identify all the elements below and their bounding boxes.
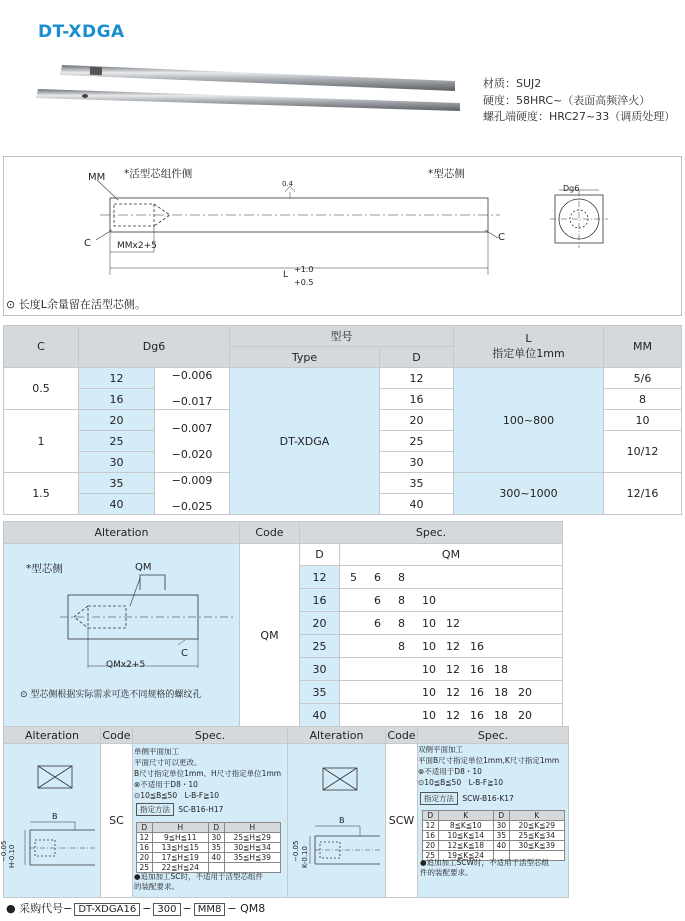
order-dash: − <box>142 902 152 915</box>
mm-value: 10/12 <box>604 431 682 473</box>
sc-th: D <box>137 823 153 833</box>
tol-lower: −0.020 <box>171 447 213 461</box>
scw-line: 双侧平面加工 <box>418 745 463 754</box>
right-side-note: *型芯侧 <box>428 168 465 180</box>
d-value: 25 <box>380 431 454 452</box>
mm-value: 8 <box>604 389 682 410</box>
scw-k-tol: −0.05 <box>292 840 300 862</box>
dg6-value: 25 <box>79 431 155 452</box>
qm-code: QM <box>240 544 300 727</box>
sc-td: 25≦H≦29 <box>224 833 280 843</box>
length-label: L <box>283 270 289 280</box>
qm-row-values <box>340 658 563 681</box>
qm-value: 8 <box>398 616 405 630</box>
c-value: 1 <box>4 410 79 473</box>
qm-value: 16 <box>470 639 484 653</box>
tol-upper: −0.006 <box>171 369 213 382</box>
qm-row-values <box>340 612 563 635</box>
qm-row-d: 40 <box>300 704 340 727</box>
sc-th: H <box>152 823 208 833</box>
scw-td: 35 <box>493 831 509 841</box>
scw-th: D <box>423 811 439 821</box>
scw-th: D <box>493 811 509 821</box>
qm-row-values <box>340 566 563 589</box>
sc-alt-header: Alteration <box>4 727 101 744</box>
tolerance-label: 0.4 <box>282 180 294 188</box>
qm-value: 20 <box>518 708 532 722</box>
order-part-length: 300 <box>153 903 180 916</box>
tol-lower: −0.017 <box>171 395 213 408</box>
qm-value: 12 <box>446 616 460 630</box>
order-part-type: DT-XDGA16 <box>74 903 140 916</box>
d-value: 30 <box>380 452 454 473</box>
sc-note: 的装配要求。 <box>134 882 179 891</box>
scw-order <box>418 792 568 805</box>
qm-value: 18 <box>494 662 508 676</box>
qm-value: 12 <box>446 639 460 653</box>
mmx-label: MMx2+5 <box>117 241 157 251</box>
col-c: C <box>4 326 79 368</box>
alt-header: Alteration <box>4 522 240 544</box>
d-value: 35 <box>380 473 454 494</box>
sc-notes <box>134 872 263 892</box>
sc-order <box>134 803 284 816</box>
qm-value: 6 <box>374 616 381 630</box>
scw-th: K <box>509 811 564 821</box>
scw-k-label: K-0.10 <box>301 846 309 868</box>
qm-footnote: ⊙ 型芯侧根据实际需求可选不同规格的螺纹孔 <box>20 690 202 700</box>
order-part-qm: QM8 <box>240 902 266 915</box>
sc-th: H <box>224 823 280 833</box>
qm-label: QM <box>135 562 152 573</box>
scw-note: 件的装配要求。 <box>420 868 473 877</box>
scw-line-text: 10≦B≦50 L-B-F≧10 <box>424 778 504 787</box>
qmx-label: QMx2+5 <box>106 660 146 670</box>
qm-row-values <box>340 681 563 704</box>
l-value: 100~800 <box>454 368 604 473</box>
scw-td: 12≦K≦18 <box>438 841 493 851</box>
scw-code: SCW <box>386 744 418 898</box>
qm-value: 10 <box>422 662 436 676</box>
material-line: 材质：SUJ2 <box>483 77 542 90</box>
qm-value: 12 <box>446 708 460 722</box>
sc-order-value: SC-B16-H17 <box>178 805 224 814</box>
col-model: 型号 <box>230 326 454 347</box>
scw-line: ⊗不适用于D8・10 <box>418 767 482 776</box>
qm-value: 8 <box>398 639 405 653</box>
scw-td: 30≦K≦39 <box>509 841 564 851</box>
d-value: 40 <box>380 494 454 515</box>
qm-value: 12 <box>446 685 460 699</box>
col-l-text: L <box>525 332 532 345</box>
scw-order-value: SCW-B16-K17 <box>462 794 514 803</box>
scw-td: 20≦K≦29 <box>509 821 564 831</box>
col-l-sub: 指定单位1mm <box>492 347 565 360</box>
col-mm: MM <box>604 326 682 368</box>
product-photo <box>30 55 470 115</box>
d-value: 12 <box>380 368 454 389</box>
qm-value: 16 <box>470 708 484 722</box>
qm-drawing <box>60 570 240 675</box>
screw-hardness-line: 螺孔端硬度：HRC27~33（调质处理） <box>483 110 676 123</box>
tol-lower: −0.025 <box>171 500 213 513</box>
qm-row-values <box>340 635 563 658</box>
dg6-value: 20 <box>79 410 155 431</box>
dg6-value: 30 <box>79 452 155 473</box>
scw-td: 20 <box>423 841 439 851</box>
tol-upper: −0.007 <box>171 421 213 435</box>
scw-order-label: 指定方法 <box>420 792 458 805</box>
scw-td: 8≦K≦10 <box>438 821 493 831</box>
sc-td: 30≦H≦34 <box>224 843 280 853</box>
qm-value: 6 <box>374 593 381 607</box>
spec-header: Spec. <box>300 522 563 544</box>
sc-th: D <box>208 823 224 833</box>
qm-c-label: C <box>181 648 188 659</box>
page-title: DT-XDGA <box>38 22 125 42</box>
sc-td: 17≦H≦19 <box>152 853 208 863</box>
sc-h-label: H-0.10 <box>8 844 16 868</box>
type-value: DT-XDGA <box>230 368 380 515</box>
order-dash: − <box>227 902 237 915</box>
col-type: Type <box>230 347 380 368</box>
length-plus2: +0.5 <box>294 278 314 287</box>
dg6-value: 35 <box>79 473 155 494</box>
sc-code: SC <box>101 744 133 898</box>
qm-row-d: 20 <box>300 612 340 635</box>
c-left-label: C <box>84 238 91 249</box>
qm-value: 6 <box>374 570 381 584</box>
scw-notes <box>420 858 549 878</box>
scw-td: 25 <box>423 851 439 861</box>
qm-value: 8 <box>398 593 405 607</box>
qm-row-values <box>340 704 563 727</box>
qm-value: 10 <box>422 616 436 630</box>
qm-row-d: 30 <box>300 658 340 681</box>
dg6-value: 16 <box>79 389 155 410</box>
tol-upper: −0.009 <box>171 474 213 487</box>
order-dash: − <box>182 902 192 915</box>
dg6-label: Dg6 <box>563 184 580 193</box>
mm-label: MM <box>88 172 106 183</box>
mm-value: 10 <box>604 410 682 431</box>
qm-value: 10 <box>422 593 436 607</box>
qm-value: 12 <box>446 662 460 676</box>
qm-row-d: 25 <box>300 635 340 658</box>
drawing-footnote: ⊙ 长度L余量留在活型芯侧。 <box>6 298 146 311</box>
sc-td: 20 <box>137 853 153 863</box>
tolerance <box>155 473 230 515</box>
qm-value: 16 <box>470 685 484 699</box>
scw-td: 25≦K≦34 <box>509 831 564 841</box>
sc-line: B尺寸指定单位1mm、H尺寸指定单位1mm <box>134 769 282 778</box>
order-prefix: ● 采购代号− <box>6 902 73 915</box>
sc-td <box>208 863 224 873</box>
sc-td: 22≦H≦24 <box>152 863 208 873</box>
length-plus: +1.0 <box>294 265 314 274</box>
sc-b-label: B <box>52 812 58 821</box>
scw-line-text: 不适用于D8・10 <box>424 767 482 776</box>
scw-spec <box>418 744 568 805</box>
qm-side-note: *型芯侧 <box>26 563 63 575</box>
qm-value: 16 <box>470 662 484 676</box>
scw-td: 19≦K≦24 <box>438 851 493 861</box>
sc-size-table <box>136 822 281 873</box>
qm-value: 5 <box>350 570 357 584</box>
left-side-note: *活型芯组件侧 <box>124 168 193 180</box>
d-value: 20 <box>380 410 454 431</box>
sc-h-tol: −0.05 <box>0 840 8 862</box>
scw-alt-header: Alteration <box>288 727 386 744</box>
sc-line: 平面尺寸可以更改。 <box>134 758 202 767</box>
qm-value: 18 <box>494 708 508 722</box>
d-value: 16 <box>380 389 454 410</box>
qm-value: 8 <box>398 570 405 584</box>
qm-row-d: 12 <box>300 566 340 589</box>
qm-head: QM <box>340 544 563 566</box>
pin-drawing <box>80 180 610 290</box>
sc-line-text: 不适用于D8・10 <box>140 780 198 789</box>
col-d: D <box>380 347 454 368</box>
sc-td: 9≦H≦11 <box>152 833 208 843</box>
col-dg6: Dg6 <box>79 326 230 368</box>
sc-spec-header: Spec. <box>133 727 288 744</box>
scw-code-header: Code <box>387 728 416 742</box>
qm-footnote-text: 型芯侧根据实际需求可选不同规格的螺纹孔 <box>30 690 202 700</box>
qm-value: 10 <box>422 685 436 699</box>
sc-td: 25 <box>137 863 153 873</box>
sc-td: 16 <box>137 843 153 853</box>
sc-td: 35≦H≦39 <box>224 853 280 863</box>
scw-td: 30 <box>493 821 509 831</box>
sc-code-header: Code <box>102 728 131 742</box>
qm-value: 18 <box>494 685 508 699</box>
sc-td: 13≦H≦15 <box>152 843 208 853</box>
sc-td: 12 <box>137 833 153 843</box>
scw-td: 12 <box>423 821 439 831</box>
sc-td: 40 <box>208 853 224 863</box>
sc-line-text: 10≦B≦50 L-B-F≧10 <box>140 791 220 800</box>
dg6-value: 40 <box>79 494 155 515</box>
mm-value: 5/6 <box>604 368 682 389</box>
sc-td: 30 <box>208 833 224 843</box>
order-part-mm: MM8 <box>194 903 226 916</box>
tolerance <box>155 368 230 410</box>
sc-note: ●追加加工SC时，不适用于活型芯组件 <box>134 872 264 881</box>
qm-d-head: D <box>300 544 340 566</box>
qm-value: 20 <box>518 685 532 699</box>
mm-value: 12/16 <box>604 473 682 515</box>
scw-td: 16 <box>423 831 439 841</box>
drawing-footnote-text: 长度L余量留在活型芯侧。 <box>18 298 146 311</box>
col-l <box>454 326 604 368</box>
qm-row-d: 35 <box>300 681 340 704</box>
sc-line: 单侧平面加工 <box>134 747 179 756</box>
scw-th: K <box>438 811 493 821</box>
qm-value: 10 <box>422 708 436 722</box>
sc-line: ⊙10≦B≦50 L-B-F≧10 <box>134 791 220 800</box>
scw-b-label: B <box>339 816 345 825</box>
l-value: 300~1000 <box>454 473 604 515</box>
sc-line: ⊗不适用于D8・10 <box>134 780 198 789</box>
c-value: 0.5 <box>4 368 79 410</box>
order-code <box>6 900 265 916</box>
tolerance <box>155 410 230 473</box>
scw-td: 40 <box>493 841 509 851</box>
c-right-label: C <box>498 232 505 243</box>
c-value: 1.5 <box>4 473 79 515</box>
qm-value: 10 <box>422 639 436 653</box>
scw-note: ●追加加工SCW时，不适用于活型芯组 <box>420 858 549 867</box>
code-header: Code <box>240 522 300 544</box>
sc-td <box>224 863 280 873</box>
scw-spec-header: Spec. <box>418 727 569 744</box>
scw-line: ⊙10≦B≦50 L-B-F≧10 <box>418 778 504 787</box>
hardness-line: 硬度：58HRC~（表面高频淬火） <box>483 94 651 107</box>
scw-size-table <box>422 810 565 861</box>
sc-td: 35 <box>208 843 224 853</box>
dg6-value: 12 <box>79 368 155 389</box>
sc-order-label: 指定方法 <box>136 803 174 816</box>
spec-table <box>3 325 682 515</box>
sc-spec <box>134 746 284 816</box>
scw-td: 10≦K≦14 <box>438 831 493 841</box>
qm-row-d: 16 <box>300 589 340 612</box>
scw-line: 平面B尺寸指定单位1mm,K尺寸指定1mm <box>418 756 560 765</box>
qm-row-values <box>340 589 563 612</box>
